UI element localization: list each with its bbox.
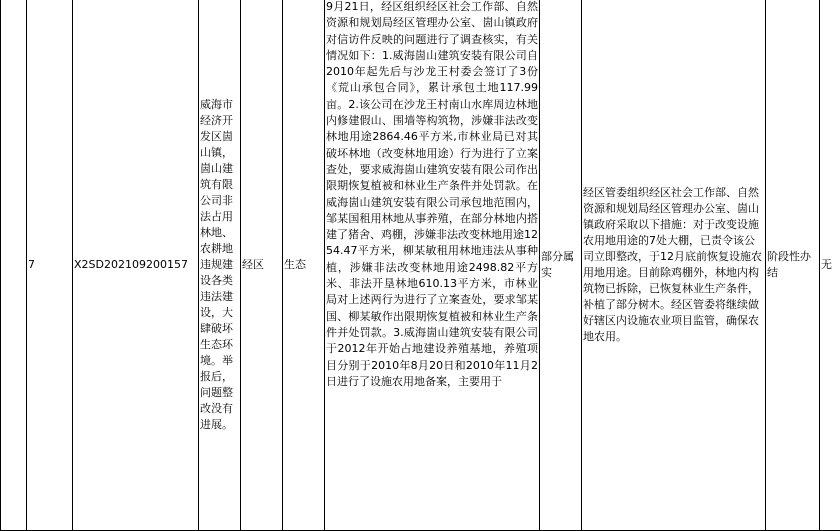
row-index: 7: [27, 0, 73, 531]
investigation-text: 9月21日，经区组织经区社会工作部、自然资源和规划局经区管理办公室、崮山镇政府对信访件反映的问题进行了调查核实，有关情况如下：1.威海崮山建筑安装有限公司自2010年起先后与沙龙王村委会签订了3份《荒山承包合同》，累计承包土地117.99亩。2.该公司在沙龙王村南山水库周边林地内修建假山、围墙等构筑物，涉嫌非法改变林地用途2864.46平方米,市林业局已对其破坏林地（改变林地用途）行为进行了立案查处，要求威海崮山建筑安装有限公司作出限期恢复植被和林业生产条件并处罚款。在威海崮山建筑安装有限公司承包地范围内，邹某国租用林地从事养殖，在部分林地内搭建了猪舍、鸡棚，涉嫌非法改变林地用途1254.47平方米，柳某敏租用林地违法从事种植，涉嫌非法改变林地用途2498.82平方米、非法开垦林地610.13平方米，市林业局对上述两行为进行了立案查处，要求邹某国、柳某敏作出限期恢复植被和林业生产条件并处罚款。3.威海崮山建筑安装有限公司于2012年开始占地建设养殖基地，养殖项目分别于2010年8月20日和2010年11月2日进行了设施农用地备案，主要用于: [326, 0, 538, 530]
complaint-content: 威海市经济开发区崮山镇，崮山建筑有限公司非法占用林地、农耕地违规建设各类违法建设，大肆破坏生态环境。举报后，问题整改没有进展。: [199, 0, 241, 531]
blank-cell: [1, 0, 27, 531]
status: 阶段性办结: [766, 0, 820, 531]
rectification: 经区管委组织经区社会工作部、自然资源和规划局经区管理办公室、崮山镇政府采取以下措施：对于改变设施农用地用途的7处大棚，已责令该公司立即整改，于12月底前恢复设施农用地用途。目前除鸡棚外，林地内构筑物已拆除，已恢复林业生产条件，补植了部分树木。经区管委将继续做好辖区内设施农业项目监管，确保农地农用。: [582, 0, 766, 531]
category: 生态: [283, 0, 325, 531]
region: 经区: [241, 0, 283, 531]
verdict: 部分属实: [540, 0, 582, 531]
case-id: X2SD202109200157: [73, 0, 199, 531]
accountability: 无: [820, 0, 840, 531]
investigation-cell: [325, 0, 540, 531]
table-row: [1, 0, 840, 531]
